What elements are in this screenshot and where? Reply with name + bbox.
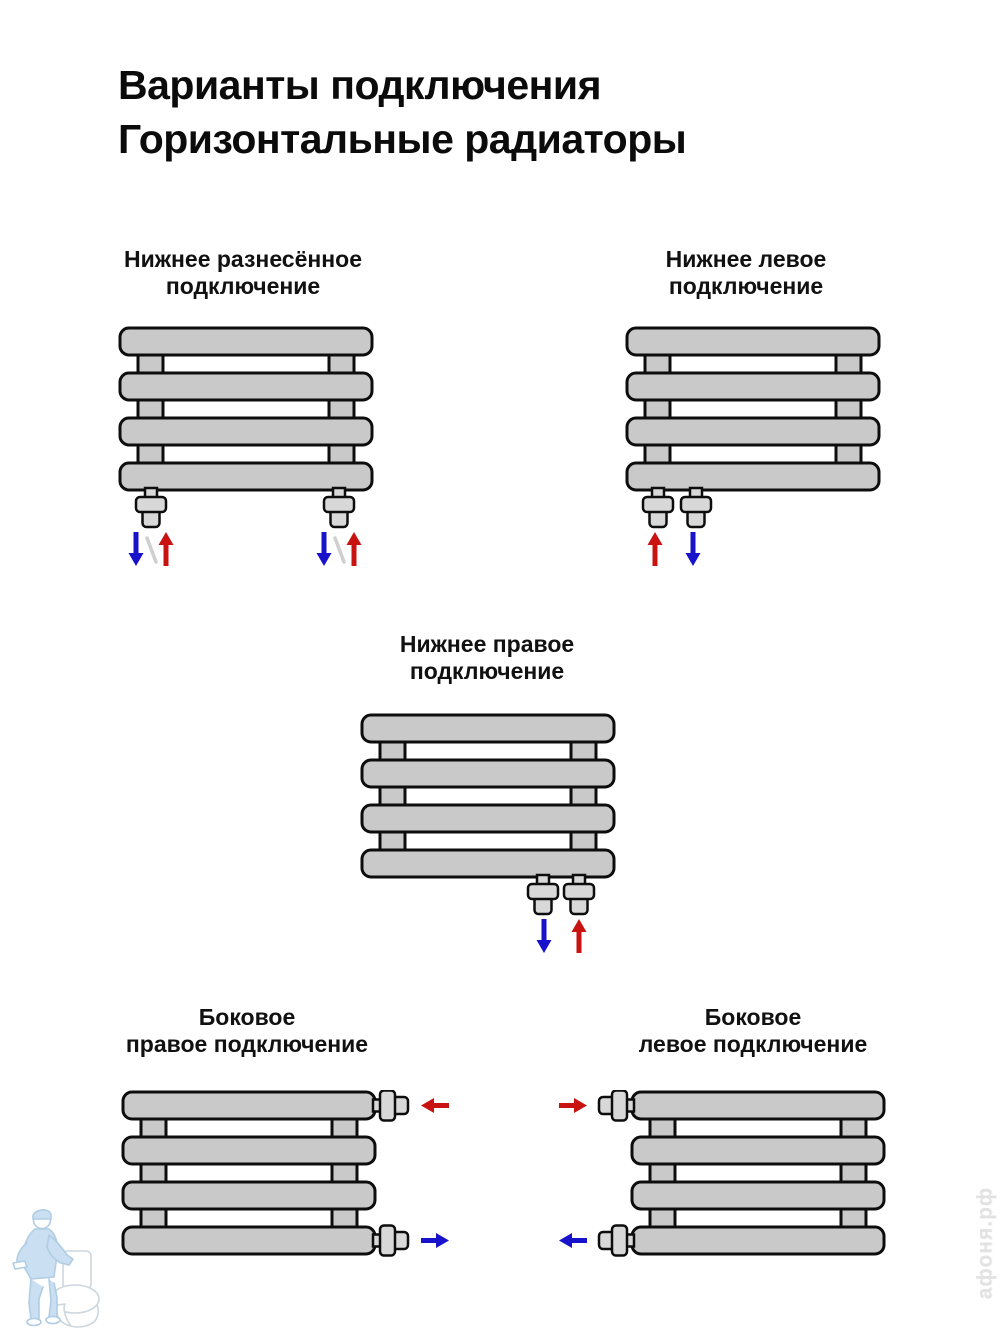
radiator-post <box>138 340 163 478</box>
radiator-bar <box>362 805 614 832</box>
diagram-title-bottom-left <box>586 246 906 300</box>
radiator-post <box>836 340 861 478</box>
diagram-bottom-left <box>625 326 881 575</box>
radiator-bar <box>632 1227 884 1254</box>
slash-separator-icon <box>335 538 344 562</box>
radiator-post <box>141 1104 166 1242</box>
radiator-bar <box>627 373 879 400</box>
valve-nut <box>564 884 594 899</box>
blue-down-arrow-icon <box>686 532 701 566</box>
diagram-title-bottom-right <box>327 631 647 685</box>
valve-nut <box>612 1091 627 1121</box>
page-title-line2: Горизонтальные радиаторы <box>118 116 687 162</box>
radiator-bar <box>123 1092 375 1119</box>
diagram-title-line2: подключение <box>668 273 824 299</box>
radiator-bar <box>627 463 879 490</box>
radiator-bar <box>362 850 614 877</box>
red-up-arrow-icon <box>347 532 362 566</box>
radiator-post <box>650 1104 675 1242</box>
radiator-bar <box>120 328 372 355</box>
radiator-illustration <box>121 1090 461 1258</box>
page-title <box>118 58 686 166</box>
radiator-bar <box>120 463 372 490</box>
red-right-arrow-icon <box>559 1098 587 1113</box>
blue-down-arrow-icon <box>129 532 144 566</box>
diagram-title-line2: подключение <box>409 658 565 684</box>
radiator-bar <box>627 328 879 355</box>
valve-nut <box>380 1226 395 1256</box>
radiator-bar <box>120 373 372 400</box>
radiator-post <box>380 727 405 865</box>
radiator-post <box>329 340 354 478</box>
diagram-title-line1: Нижнее левое <box>665 246 827 272</box>
blue-left-arrow-icon <box>559 1233 587 1248</box>
radiator-illustration <box>546 1090 886 1258</box>
radiator-bar <box>123 1182 375 1209</box>
blue-down-arrow-icon <box>537 919 552 953</box>
diagram-title-line1: Нижнее правое <box>399 631 575 657</box>
radiator-bar <box>120 418 372 445</box>
radiator-bar <box>632 1137 884 1164</box>
valve-nut <box>528 884 558 899</box>
diagram-title-side-left <box>593 1004 913 1058</box>
radiator-illustration <box>118 326 374 570</box>
radiator-bar <box>362 760 614 787</box>
plumber-logo-watermark <box>5 1203 117 1331</box>
diagram-title-line2: правое подключение <box>125 1031 369 1057</box>
valve-nut <box>380 1091 395 1121</box>
diagram-title-line2: левое подключение <box>638 1031 868 1057</box>
radiator-bar <box>123 1137 375 1164</box>
radiator-illustration <box>625 326 881 570</box>
radiator-post <box>645 340 670 478</box>
diagram-title-side-right <box>87 1004 407 1058</box>
radiator-bar <box>627 418 879 445</box>
valve-nut <box>681 497 711 512</box>
radiator-bar <box>123 1227 375 1254</box>
diagram-side-left <box>546 1090 886 1263</box>
radiator-post <box>571 727 596 865</box>
valve-nut <box>324 497 354 512</box>
diagram-title-line2: подключение <box>165 273 321 299</box>
slash-separator-icon <box>147 538 156 562</box>
blue-right-arrow-icon <box>421 1233 449 1248</box>
radiator-bar <box>632 1092 884 1119</box>
page-title-line1: Варианты подключения <box>118 62 602 108</box>
radiator-post <box>332 1104 357 1242</box>
diagram-title-line1: Нижнее разнесённое <box>123 246 363 272</box>
valve-nut <box>643 497 673 512</box>
diagram-title-line1: Боковое <box>704 1004 802 1030</box>
radiator-bar <box>362 715 614 742</box>
radiator-bar <box>632 1182 884 1209</box>
diagram-bottom-spread <box>118 326 374 575</box>
diagram-title-bottom-spread <box>83 246 403 300</box>
red-up-arrow-icon <box>648 532 663 566</box>
diagram-bottom-right <box>360 713 616 962</box>
red-up-arrow-icon <box>572 919 587 953</box>
radiator-illustration <box>360 713 616 957</box>
valve-nut <box>136 497 166 512</box>
diagram-side-right <box>121 1090 461 1263</box>
blue-down-arrow-icon <box>317 532 332 566</box>
radiator-post <box>841 1104 866 1242</box>
red-left-arrow-icon <box>421 1098 449 1113</box>
valve-nut <box>612 1226 627 1256</box>
brand-watermark-text: афоня.рф <box>973 1186 997 1300</box>
red-up-arrow-icon <box>159 532 174 566</box>
diagram-title-line1: Боковое <box>198 1004 296 1030</box>
